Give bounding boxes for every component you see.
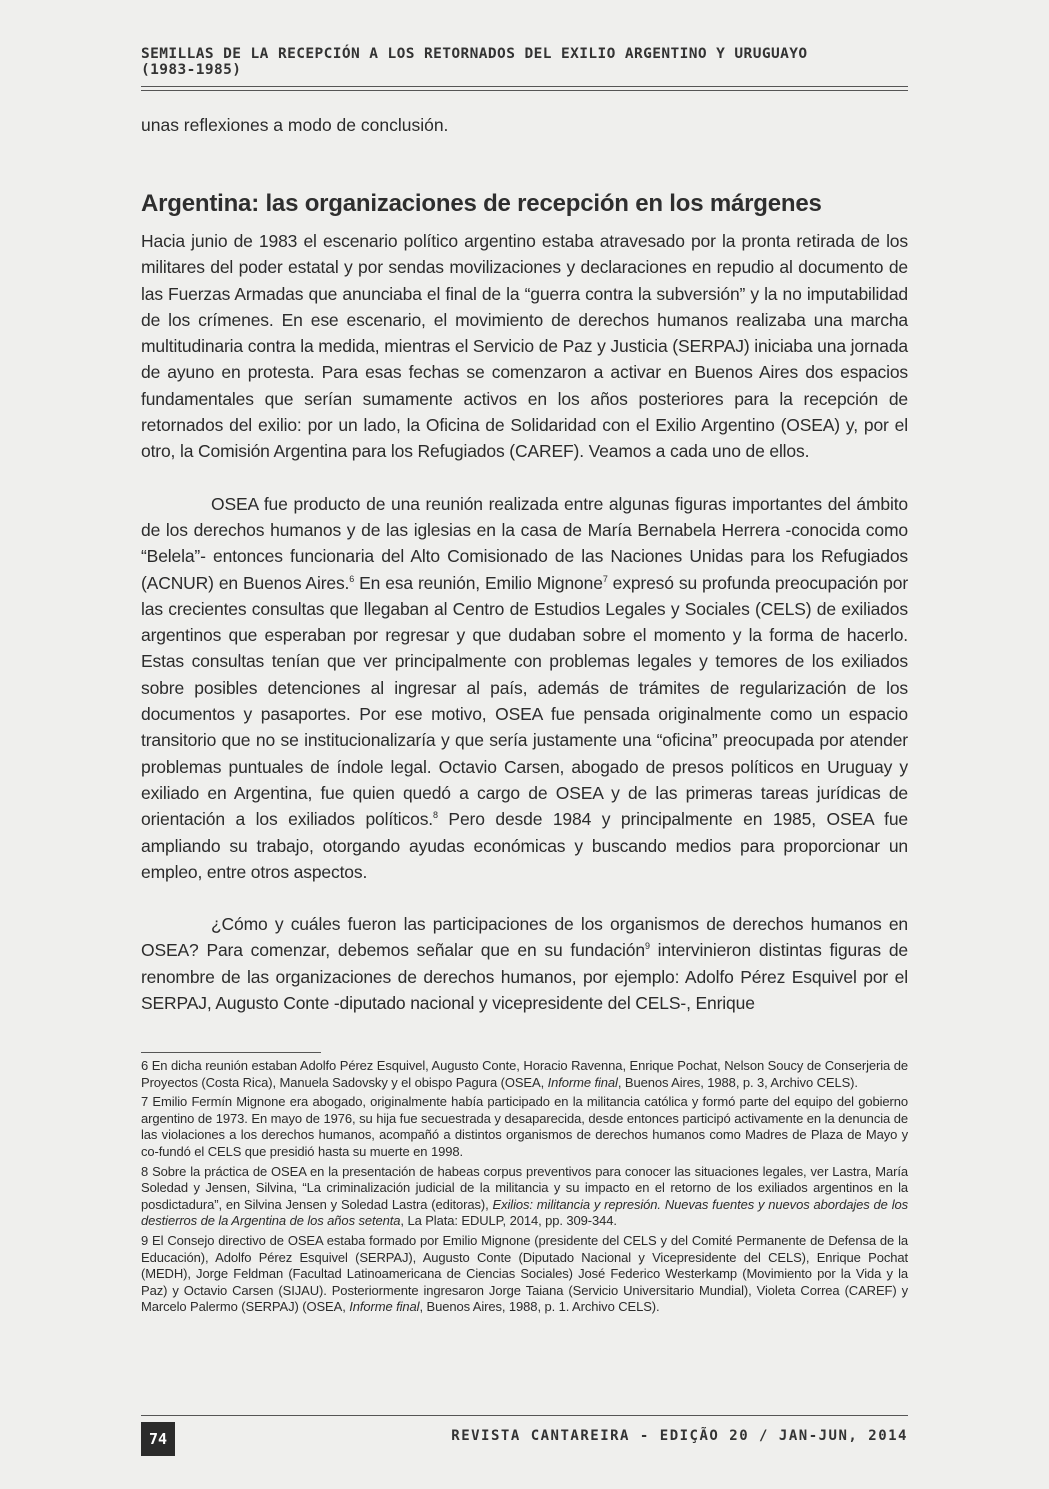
footnote-ref-7[interactable]: 7 <box>602 573 608 584</box>
footnote-ref-8[interactable]: 8 <box>433 810 438 821</box>
section-title: Argentina: las organizaciones de recepción en los márgenes <box>141 190 822 217</box>
paragraph-2-part-d: Pero desde 1984 y principalmente en 1985, OSEA fue ampliando su trabajo, otorgando ayudas económicas y buscando medios para proporcionar un empleo, entre otros aspectos. <box>141 809 908 882</box>
footnote-6 <box>141 1058 908 1091</box>
footnote-9 <box>141 1233 908 1316</box>
footer-rule <box>141 1415 908 1416</box>
page-number: 74 <box>141 1422 175 1456</box>
paragraph-2-part-c: expresó su profunda preocupación por las crecientes consultas que llegaban al Centro de Estudios Legales y Sociales (CELS) de exiliados argentinos que esperaban por regresar y que dudaban sobre el momento y la forma de hacerlo. Estas consultas tenían que ver principalmente con problemas legales y temores de los exiliados sobre posibles detenciones al ingresar al país, además de trámites de regularización de los documentos y pasaportes. Por ese motivo, OSEA fue pensada originalmente como un espacio transitorio que no se institucionalizaría y que sería justamente una “oficina” preocupada por atender problemas puntuales de índole legal. Octavio Carsen, abogado de presos políticos en Uruguay y exiliado en Argentina, fue quien quedó a cargo de OSEA y de las primeras tareas jurídicas de orientación a los exiliados políticos. <box>141 572 908 830</box>
footnote-7: 7 Emilio Fermín Mignone era abogado, originalmente había participado en la militancia católica y formó parte del equipo del gobierno argentino de 1973. En mayo de 1976, su hija fue secuestrada y desaparecida, desde entonces participó activamente en la denuncia de las violaciones a los derechos humanos, acompañó a distintos organismos de derechos humanos como Madres de Plaza de Mayo y co-fundó el CELS que presidió hasta su muerte en 1998. <box>141 1094 908 1159</box>
footnote-8-text-end: , La Plata: EDULP, 2014, pp. 309-344. <box>400 1213 617 1229</box>
paragraph-2-part-a: OSEA fue producto de una reunión realizada entre algunas figuras importantes del ámbito de los derechos humanos y de las iglesias en la casa de María Bernabela Herrera -conocida como “Belela”- entonces funcionaria del Alto Comisionado de las Naciones Unidas para los Refugiados (ACNUR) en Buenos Aires. <box>141 493 908 593</box>
footnotes <box>141 1058 908 1319</box>
paragraph-2-part-b: En esa reunión, Emilio Mignone <box>354 572 603 593</box>
footnote-6-text: 6 En dicha reunión estaban Adolfo Pérez Esquivel, Augusto Conte, Horacio Ravenna, Enrique Pochat, Nelson Soucy de Conserjeria de Proyectos (Costa Rica), Manuela Sadovsky y el obispo Pagura (OSEA, <box>141 1058 908 1090</box>
paragraph-3-part-a: ¿Cómo y cuáles fueron las participaciones de los organismos de derechos humanos en OSEA? Para comenzar, debemos señalar que en su fundación <box>141 914 908 961</box>
footnote-8 <box>141 1164 908 1230</box>
page <box>141 0 908 1489</box>
footnote-ref-9[interactable]: 9 <box>644 941 650 952</box>
running-head <box>141 46 908 78</box>
footnote-separator <box>141 1052 321 1053</box>
footnote-ref-6[interactable]: 6 <box>349 573 355 584</box>
footnote-6-text-end: , Buenos Aires, 1988, p. 3, Archivo CELS). <box>617 1074 858 1090</box>
paragraph-2 <box>141 491 908 885</box>
footnote-8-text: 8 Sobre la práctica de OSEA en la presentación de habeas corpus preventivos para conocer las situaciones legales, ver Lastra, María Soledad y Jensen, Silvina, “La criminalización judicial de la militancia y su impacto en el retorno de los exiliados argentinos en la posdictadura”, en Silvina Jensen y Soledad Lastra (editoras), <box>141 1163 908 1212</box>
footnote-8-italic: Exilios: militancia y represión. Nuevas fuentes y nuevos abordajes de los destierros de la Argentina de los años setenta <box>141 1196 909 1229</box>
body-text <box>141 228 908 1042</box>
footnote-9-italic: Informe final <box>349 1299 420 1315</box>
running-title-line1: SEMILLAS DE LA RECEPCIÓN A LOS RETORNADOS DEL EXILIO ARGENTINO Y URUGUAYO <box>141 46 808 62</box>
running-title-line2: (1983-1985) <box>141 62 242 78</box>
paragraph-1: Hacia junio de 1983 el escenario político argentino estaba atravesado por la pronta retirada de los militares del poder estatal y por sendas movilizaciones y declaraciones en repudio al documento de las Fuerzas Armadas que anunciaba el final de la “guerra contra la subversión” y la no imputabilidad de los crímenes. En ese escenario, el movimiento de derechos humanos realizaba una marcha multitudinaria contra la medida, mientras el Servicio de Paz y Justicia (SERPAJ) iniciaba una jornada de ayuno en protesta. Para esas fechas se comenzaron a activar en Buenos Aires dos espacios fundamentales que serían sumamente activos en los años posteriores para la recepción de retornados del exilio: por un lado, la Oficina de Solidaridad con el Exilio Argentino (OSEA) y, por el otro, la Comisión Argentina para los Refugiados (CAREF). Veamos a cada uno de ellos. <box>141 231 908 462</box>
footnote-9-text: 9 El Consejo directivo de OSEA estaba formado por Emilio Mignone (presidente del CELS y del Comité Permanente de Defensa de la Educación), Adolfo Pérez Esquivel (SERPAJ), Augusto Conte (Diputado Nacional y Vicepresidente del CELS), Enrique Pochat (MEDH), Jorge Feldman (Facultad Latinoamericana de Ciencias Sociales) José Federico Westerkamp (Movimiento por la Vida y la Paz) y Octavio Carsen (SIJAU). Posteriormente ingresaron Jorge Taiana (Servicio Universitario Mundial), Violeta Correa (CAREF) y Marcelo Palermo (SERPAJ) (OSEA, <box>141 1232 908 1315</box>
lead-text: unas reflexiones a modo de conclusión. <box>141 115 449 135</box>
journal-name: REVISTA CANTAREIRA - EDIÇÃO 20 / JAN-JUN, 2014 <box>451 1428 908 1444</box>
paragraph-3 <box>141 911 908 1016</box>
footnote-9-text-end: , Buenos Aires, 1988, p. 1. Archivo CELS). <box>419 1299 660 1315</box>
paragraph-3-part-b: intervinieron distintas figuras de renombre de las organizaciones de derechos humanos, por ejemplo: Adolfo Pérez Esquivel por el SERPAJ, Augusto Conte -diputado nacional y vicepresidente del CELS-, Enrique <box>141 940 908 1014</box>
header-rule-bottom <box>141 90 908 91</box>
header-rule-top <box>141 86 908 87</box>
footnote-6-italic: Informe final <box>547 1074 618 1090</box>
